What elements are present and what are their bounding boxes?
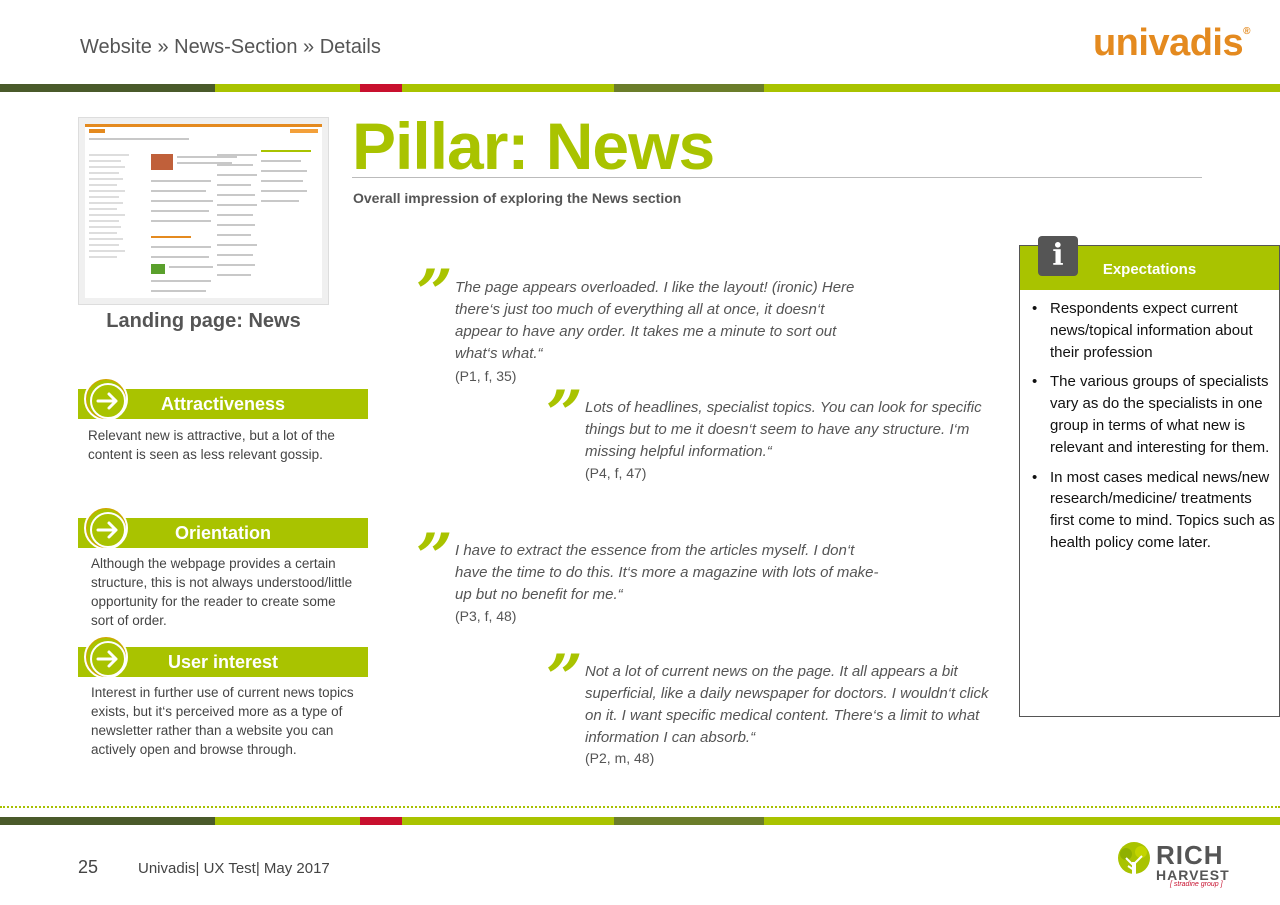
landing-page-thumbnail: [78, 117, 329, 305]
footer-text: Univadis| UX Test| May 2017: [138, 860, 330, 877]
quote-text: The page appears overloaded. I like the layout! (ironic) Here there‘s just too much of everything all at once, it doesn‘t appear to have any order. It takes me a minute to sort out what‘s what.“: [455, 279, 855, 362]
criterion-label: User interest: [167, 652, 279, 672]
tree-icon: [1114, 840, 1154, 884]
univadis-logo: [1093, 22, 1250, 65]
expectations-list: [1030, 298, 1275, 562]
quote-source: (P4, f, 47): [585, 465, 647, 481]
list-item: • Respondents expect current news/topical information about their profession: [1030, 298, 1275, 363]
quote-source: (P3, f, 48): [455, 608, 517, 624]
quote-text: I have to extract the essence from the articles myself. I don‘t have the time to do this. It‘s more a magazine with lots of make-up but no benefit for me.“: [455, 542, 879, 603]
criterion-label: Orientation: [174, 523, 271, 543]
quote-text: Not a lot of current news on the page. It all appears a bit superficial, like a daily newspaper for doctors. I wouldn‘t click on it. I want specific medical content. There‘s a limit to what information I can absorb.“: [585, 663, 989, 746]
brand-line-2: HARVEST: [1156, 867, 1230, 883]
quote-mark-icon: ”: [546, 377, 583, 452]
quote-mark-icon: ”: [546, 641, 583, 716]
dotted-divider: [0, 806, 1280, 808]
title-divider: [352, 177, 1202, 178]
list-item: • In most cases medical news/new research/medicine/ treatments first come to mind. Topics such as health policy come later.: [1030, 467, 1275, 554]
quote-mark-icon: ”: [416, 520, 453, 595]
page-number: 25: [78, 857, 99, 877]
criterion-description: Relevant new is attractive, but a lot of the content is seen as less relevant gossip.: [88, 428, 335, 462]
bottom-color-stripe: [0, 817, 1280, 825]
list-item: • The various groups of specialists vary as do the specialists in one group in terms of what new is relevant and interesting for them.: [1030, 371, 1275, 458]
criterion-orientation: [78, 518, 368, 548]
criterion-attractiveness: [78, 389, 368, 419]
quote-text: Lots of headlines, specialist topics. You can look for specific things but to me it doesn‘t seem to have any structure. I‘m missing helpful information.“: [585, 399, 982, 460]
quote-mark-icon: ”: [416, 256, 453, 331]
criterion-user-interest: [78, 647, 368, 677]
criterion-label: Attractiveness: [160, 394, 286, 414]
quote-source: (P2, m, 48): [585, 750, 655, 766]
brand-line-1: RICH: [1156, 840, 1224, 870]
brand-tag: [ stradine group ]: [1170, 881, 1223, 888]
rich-harvest-logo: [1114, 838, 1254, 888]
info-icon: i: [1038, 236, 1078, 276]
breadcrumb: Website » News-Section » Details: [80, 36, 381, 58]
thumbnail-caption: Landing page: News: [106, 310, 301, 332]
criterion-description: Although the webpage provides a certain structure, this is not always understood/little opportunity for the reader to create some sort of order.: [91, 556, 353, 628]
page-subtitle: Overall impression of exploring the News section: [353, 190, 682, 206]
quote-source: (P1, f, 35): [455, 368, 517, 384]
top-color-stripe: [0, 84, 1280, 92]
logo-text: univadis: [1092, 22, 1244, 64]
criterion-description: Interest in further use of current news topics exists, but it‘s perceived more as a type of newsletter rather than a website you can actively open and browse through.: [91, 685, 354, 757]
page-title: Pillar: News: [352, 109, 715, 183]
expectations-title: Expectations: [1102, 261, 1197, 278]
expectations-panel: [1019, 238, 1280, 717]
logo-registered-mark: ®: [1243, 26, 1250, 37]
